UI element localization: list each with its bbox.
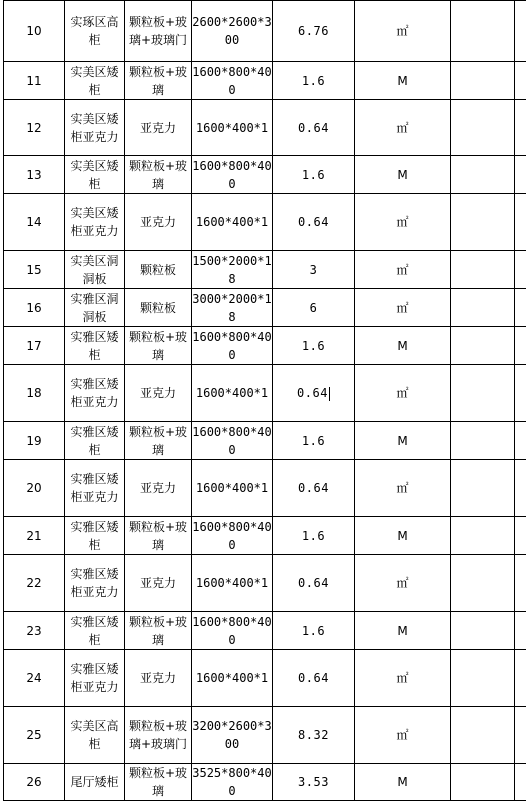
cell-empty[interactable] — [451, 365, 515, 422]
cell-number[interactable]: 12 — [4, 100, 65, 156]
cell-quantity[interactable]: 0.64 — [273, 460, 355, 517]
cell-item-name[interactable]: 实美区高柜 — [65, 707, 125, 764]
cell-number[interactable]: 26 — [4, 764, 65, 801]
cell-unit[interactable]: M — [355, 764, 451, 801]
cell-unit[interactable]: ㎡ — [355, 251, 451, 289]
cell-unit[interactable]: M — [355, 612, 451, 650]
cell-unit[interactable]: ㎡ — [355, 289, 451, 327]
table-row — [4, 156, 526, 194]
cell-number[interactable]: 17 — [4, 327, 65, 365]
table-body — [4, 1, 526, 801]
cell-dimensions[interactable]: 1600*800*400 — [192, 156, 273, 194]
cell-empty[interactable] — [451, 650, 515, 707]
cell-item-name[interactable]: 实雅区矮柜 — [65, 517, 125, 555]
cell-material[interactable]: 颗粒板+玻璃 — [125, 422, 192, 460]
cell-unit[interactable]: ㎡ — [355, 365, 451, 422]
cell-material[interactable]: 颗粒板+玻璃 — [125, 156, 192, 194]
cell-number[interactable]: 14 — [4, 194, 65, 251]
cell-empty[interactable] — [515, 251, 526, 289]
cell-item-name[interactable]: 实美区矮柜亚克力 — [65, 100, 125, 156]
cell-number[interactable]: 20 — [4, 460, 65, 517]
cell-empty[interactable] — [515, 327, 526, 365]
cell-number[interactable]: 23 — [4, 612, 65, 650]
cell-item-name[interactable]: 实美区矮柜 — [65, 156, 125, 194]
cell-item-name[interactable]: 实雅区矮柜 — [65, 422, 125, 460]
cell-empty[interactable] — [515, 365, 526, 422]
cell-empty[interactable] — [451, 764, 515, 801]
table-row — [4, 289, 526, 327]
cell-quantity[interactable]: 0.64 — [273, 555, 355, 612]
cell-empty[interactable] — [451, 460, 515, 517]
cell-item-name[interactable]: 实美区洞洞板 — [65, 251, 125, 289]
cell-dimensions[interactable]: 1600*800*400 — [192, 62, 273, 100]
cell-dimensions[interactable]: 2600*2600*300 — [192, 1, 273, 62]
cell-dimensions[interactable]: 1600*400*1 — [192, 365, 273, 422]
cell-number[interactable]: 10 — [4, 1, 65, 62]
cell-number[interactable]: 19 — [4, 422, 65, 460]
cell-dimensions[interactable]: 1600*400*1 — [192, 100, 273, 156]
cell-empty[interactable] — [451, 612, 515, 650]
cell-empty[interactable] — [451, 289, 515, 327]
cell-empty[interactable] — [451, 1, 515, 62]
cell-item-name[interactable]: 实美区矮柜亚克力 — [65, 194, 125, 251]
cell-quantity[interactable]: 8.32 — [273, 707, 355, 764]
cell-quantity[interactable]: 0.64 — [273, 194, 355, 251]
table-row — [4, 327, 526, 365]
table-row — [4, 555, 526, 612]
cell-item-name[interactable]: 实雅区洞洞板 — [65, 289, 125, 327]
table-row — [4, 764, 526, 801]
cell-empty[interactable] — [451, 62, 515, 100]
cell-material[interactable]: 亚克力 — [125, 555, 192, 612]
cell-material[interactable]: 颗粒板 — [125, 289, 192, 327]
cell-item-name[interactable]: 实雅区矮柜 — [65, 327, 125, 365]
cell-material[interactable]: 颗粒板+玻璃 — [125, 764, 192, 801]
cell-number[interactable]: 18 — [4, 365, 65, 422]
cell-material[interactable]: 颗粒板+玻璃+玻璃门 — [125, 1, 192, 62]
cell-item-name[interactable]: 实雅区矮柜 — [65, 612, 125, 650]
cell-number[interactable]: 16 — [4, 289, 65, 327]
cell-number[interactable]: 15 — [4, 251, 65, 289]
cell-empty[interactable] — [515, 764, 526, 801]
cell-item-name[interactable]: 实美区矮柜 — [65, 62, 125, 100]
cell-quantity[interactable]: 6 — [273, 289, 355, 327]
cell-empty[interactable] — [451, 251, 515, 289]
cell-dimensions[interactable]: 1600*800*400 — [192, 612, 273, 650]
cell-unit[interactable]: M — [355, 156, 451, 194]
cell-empty[interactable] — [451, 555, 515, 612]
cell-quantity[interactable]: 1.6 — [273, 327, 355, 365]
cell-empty[interactable] — [451, 194, 515, 251]
cell-quantity[interactable]: 1.6 — [273, 156, 355, 194]
cell-number[interactable]: 11 — [4, 62, 65, 100]
cell-empty[interactable] — [515, 1, 526, 62]
cell-item-name[interactable]: 实雅区矮柜亚克力 — [65, 555, 125, 612]
cell-dimensions[interactable]: 1500*2000*18 — [192, 251, 273, 289]
cell-dimensions[interactable]: 1600*800*400 — [192, 422, 273, 460]
cell-empty[interactable] — [515, 612, 526, 650]
cell-unit[interactable]: M — [355, 517, 451, 555]
cell-empty[interactable] — [515, 707, 526, 764]
cell-number[interactable]: 25 — [4, 707, 65, 764]
cell-empty[interactable] — [451, 327, 515, 365]
cell-number[interactable]: 13 — [4, 156, 65, 194]
cell-quantity-editing[interactable] — [273, 365, 355, 422]
cell-dimensions[interactable]: 1600*400*1 — [192, 650, 273, 707]
table-row — [4, 194, 526, 251]
cell-item-name[interactable]: 实雅区矮柜亚克力 — [65, 365, 125, 422]
cell-number[interactable]: 24 — [4, 650, 65, 707]
cell-dimensions[interactable]: 1600*400*1 — [192, 194, 273, 251]
cell-empty[interactable] — [515, 156, 526, 194]
cell-unit[interactable]: M — [355, 422, 451, 460]
cell-quantity[interactable]: 1.6 — [273, 422, 355, 460]
cell-quantity[interactable]: 6.76 — [273, 1, 355, 62]
cell-dimensions[interactable]: 1600*800*400 — [192, 517, 273, 555]
table-row — [4, 612, 526, 650]
cell-unit[interactable]: M — [355, 327, 451, 365]
cell-empty[interactable] — [451, 517, 515, 555]
table-row — [4, 100, 526, 156]
cell-unit[interactable]: ㎡ — [355, 1, 451, 62]
cell-empty[interactable] — [515, 422, 526, 460]
table-row — [4, 365, 526, 422]
text-cursor — [329, 387, 330, 401]
cell-quantity[interactable]: 0.64 — [273, 100, 355, 156]
cell-material[interactable]: 颗粒板+玻璃 — [125, 62, 192, 100]
table-row — [4, 460, 526, 517]
cell-empty[interactable] — [451, 422, 515, 460]
cell-empty[interactable] — [515, 194, 526, 251]
cell-material[interactable]: 亚克力 — [125, 365, 192, 422]
cell-empty[interactable] — [515, 289, 526, 327]
cell-material[interactable]: 颗粒板+玻璃+玻璃门 — [125, 707, 192, 764]
cell-dimensions[interactable]: 3200*2600*300 — [192, 707, 273, 764]
table-row — [4, 650, 526, 707]
cell-empty[interactable] — [451, 156, 515, 194]
cell-quantity[interactable]: 1.6 — [273, 517, 355, 555]
cell-unit[interactable]: ㎡ — [355, 460, 451, 517]
cell-quantity-value: 0.64 — [297, 386, 328, 400]
table-row — [4, 422, 526, 460]
cell-unit[interactable]: ㎡ — [355, 650, 451, 707]
cell-item-name[interactable]: 尾厅矮柜 — [65, 764, 125, 801]
cell-empty[interactable] — [515, 517, 526, 555]
cell-empty[interactable] — [451, 707, 515, 764]
cell-quantity[interactable]: 3.53 — [273, 764, 355, 801]
cell-unit[interactable]: ㎡ — [355, 555, 451, 612]
cell-unit[interactable]: ㎡ — [355, 100, 451, 156]
cell-number[interactable]: 21 — [4, 517, 65, 555]
cell-unit[interactable]: M — [355, 62, 451, 100]
cell-dimensions[interactable]: 3525*800*400 — [192, 764, 273, 801]
cell-quantity[interactable]: 0.64 — [273, 650, 355, 707]
quotation-table — [3, 0, 526, 801]
cell-dimensions[interactable]: 1600*400*1 — [192, 460, 273, 517]
cell-quantity[interactable]: 3 — [273, 251, 355, 289]
cell-material[interactable]: 亚克力 — [125, 650, 192, 707]
cell-item-name[interactable]: 实雅区矮柜亚克力 — [65, 460, 125, 517]
cell-material[interactable]: 颗粒板+玻璃 — [125, 517, 192, 555]
cell-empty[interactable] — [515, 555, 526, 612]
cell-empty[interactable] — [515, 460, 526, 517]
cell-empty[interactable] — [451, 100, 515, 156]
cell-material[interactable]: 颗粒板+玻璃 — [125, 612, 192, 650]
cell-empty[interactable] — [515, 62, 526, 100]
cell-number[interactable]: 22 — [4, 555, 65, 612]
cell-material[interactable]: 颗粒板 — [125, 251, 192, 289]
cell-material[interactable]: 亚克力 — [125, 194, 192, 251]
table-row — [4, 62, 526, 100]
cell-item-name[interactable]: 实琢区高柜 — [65, 1, 125, 62]
cell-item-name[interactable]: 实雅区矮柜亚克力 — [65, 650, 125, 707]
table-row — [4, 251, 526, 289]
cell-material[interactable]: 亚克力 — [125, 100, 192, 156]
cell-material[interactable]: 颗粒板+玻璃 — [125, 327, 192, 365]
cell-material[interactable]: 亚克力 — [125, 460, 192, 517]
table-row — [4, 707, 526, 764]
cell-empty[interactable] — [515, 100, 526, 156]
cell-dimensions[interactable]: 3000*2000*18 — [192, 289, 273, 327]
cell-unit[interactable]: ㎡ — [355, 194, 451, 251]
cell-empty[interactable] — [515, 650, 526, 707]
cell-dimensions[interactable]: 1600*400*1 — [192, 555, 273, 612]
table-row — [4, 1, 526, 62]
cell-quantity[interactable]: 1.6 — [273, 612, 355, 650]
cell-dimensions[interactable]: 1600*800*400 — [192, 327, 273, 365]
table-row — [4, 517, 526, 555]
cell-unit[interactable]: ㎡ — [355, 707, 451, 764]
cell-quantity[interactable]: 1.6 — [273, 62, 355, 100]
